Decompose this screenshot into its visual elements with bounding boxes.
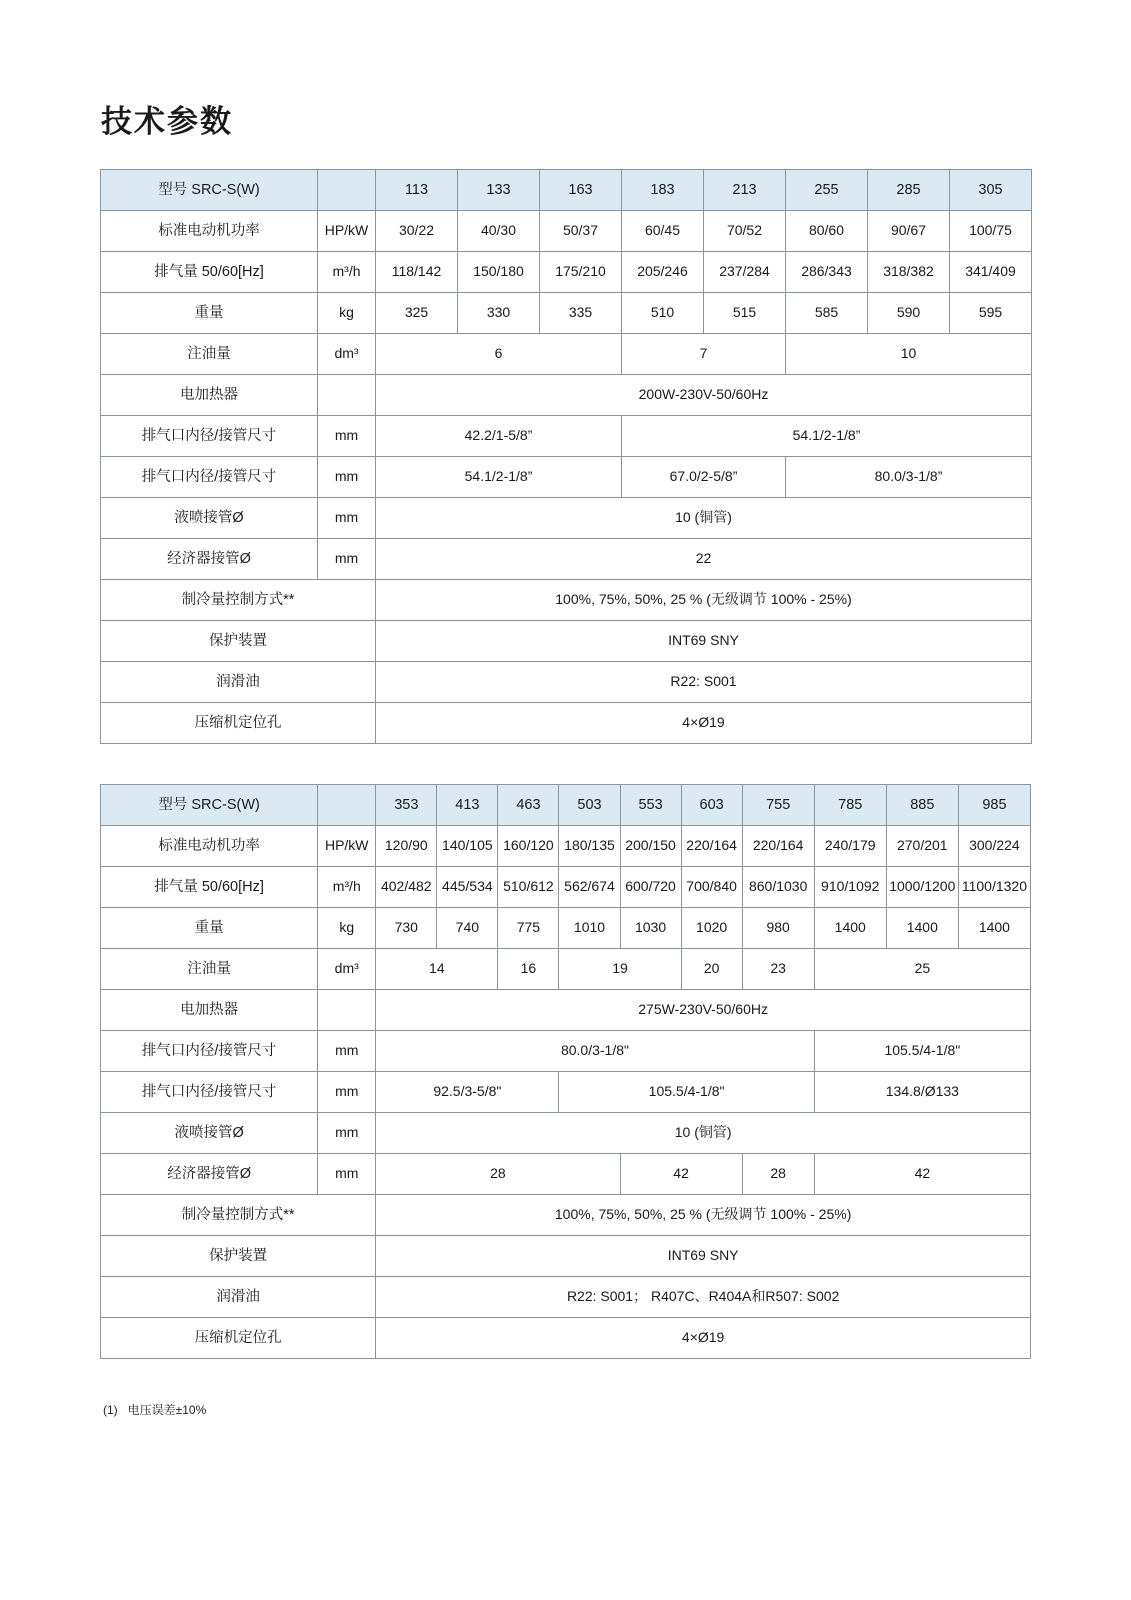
spec-value: 1020 [681, 908, 742, 949]
spec-value: 105.5/4-1/8" [814, 1031, 1030, 1072]
row-label: 经济器接管Ø [101, 539, 318, 580]
row-label: 压缩机定位孔 [101, 703, 376, 744]
spec-value: 100%, 75%, 50%, 25 % (无级调节 100% - 25%) [376, 580, 1032, 621]
row-label: 润滑油 [101, 662, 376, 703]
spec-value: 402/482 [376, 867, 437, 908]
spec-value: 200W-230V-50/60Hz [376, 375, 1032, 416]
spec-row [101, 1236, 1031, 1277]
spec-value: 200/150 [620, 826, 681, 867]
row-label: 制冷量控制方式** [101, 580, 376, 621]
spec-value: 134.8/Ø133 [814, 1072, 1030, 1113]
spec-value: 42.2/1-5/8” [376, 416, 622, 457]
row-unit: HP/kW [318, 826, 376, 867]
spec-value: 160/120 [498, 826, 559, 867]
row-label: 液喷接管Ø [101, 498, 318, 539]
spec-value: 585 [786, 293, 868, 334]
page-title: 技术参数 [101, 104, 233, 139]
spec-value: 105.5/4-1/8" [559, 1072, 814, 1113]
spec-value: 40/30 [458, 211, 540, 252]
spec-value: 1030 [620, 908, 681, 949]
spec-value: 100/75 [950, 211, 1032, 252]
model-number: 755 [742, 785, 814, 826]
model-number: 553 [620, 785, 681, 826]
row-label: 润滑油 [101, 1277, 376, 1318]
spec-value: 4×Ø19 [376, 1318, 1031, 1359]
spec-row [101, 1072, 1031, 1113]
spec-row [101, 375, 1032, 416]
spec-value: 318/382 [868, 252, 950, 293]
spec-value: 510 [622, 293, 704, 334]
spec-value: 220/164 [742, 826, 814, 867]
spec-value: 4×Ø19 [376, 703, 1032, 744]
spec-row [101, 1318, 1031, 1359]
spec-row [101, 1154, 1031, 1195]
row-label: 液喷接管Ø [101, 1113, 318, 1154]
row-label: 保护装置 [101, 621, 376, 662]
model-series-label: 型号 SRC-S(W) [101, 170, 318, 211]
model-number: 413 [437, 785, 498, 826]
model-number: 353 [376, 785, 437, 826]
row-unit: mm [318, 416, 376, 457]
model-series-label: 型号 SRC-S(W) [101, 785, 318, 826]
spec-value: 590 [868, 293, 950, 334]
model-number: 113 [376, 170, 458, 211]
spec-row [101, 334, 1032, 375]
row-unit: dm³ [318, 334, 376, 375]
row-unit: m³/h [318, 867, 376, 908]
spec-value: 1400 [958, 908, 1030, 949]
row-unit [318, 375, 376, 416]
model-number: 285 [868, 170, 950, 211]
row-label: 标准电动机功率 [101, 826, 318, 867]
spec-value: 10 [786, 334, 1032, 375]
spec-value: 150/180 [458, 252, 540, 293]
spec-value: 80.0/3-1/8” [786, 457, 1032, 498]
row-unit: HP/kW [318, 211, 376, 252]
spec-value: 1400 [814, 908, 886, 949]
spec-value: 740 [437, 908, 498, 949]
spec-value: 14 [376, 949, 498, 990]
spec-value: 300/224 [958, 826, 1030, 867]
spec-value: 23 [742, 949, 814, 990]
model-number: 885 [886, 785, 958, 826]
row-unit: mm [318, 1072, 376, 1113]
row-label: 制冷量控制方式** [101, 1195, 376, 1236]
spec-value: 1010 [559, 908, 620, 949]
spec-value: 275W-230V-50/60Hz [376, 990, 1031, 1031]
spec-value: 6 [376, 334, 622, 375]
model-number: 183 [622, 170, 704, 211]
spec-value: 19 [559, 949, 681, 990]
spec-row [101, 539, 1032, 580]
spec-value: 42 [620, 1154, 742, 1195]
row-unit: m³/h [318, 252, 376, 293]
spec-value: 90/67 [868, 211, 950, 252]
spec-row [101, 703, 1032, 744]
spec-row [101, 949, 1031, 990]
spec-value: 510/612 [498, 867, 559, 908]
row-unit: mm [318, 1031, 376, 1072]
spec-value: 270/201 [886, 826, 958, 867]
spec-value: 16 [498, 949, 559, 990]
model-number: 985 [958, 785, 1030, 826]
row-label: 排气口内径/接管尺寸 [101, 1072, 318, 1113]
spec-value: 730 [376, 908, 437, 949]
spec-value: 286/343 [786, 252, 868, 293]
spec-row [101, 1031, 1031, 1072]
spec-row [101, 416, 1032, 457]
model-number: 133 [458, 170, 540, 211]
spec-value: 775 [498, 908, 559, 949]
spec-row [101, 1195, 1031, 1236]
spec-value: 54.1/2-1/8” [622, 416, 1032, 457]
spec-value: 92.5/3-5/8" [376, 1072, 559, 1113]
spec-row [101, 990, 1031, 1031]
model-number: 213 [704, 170, 786, 211]
spec-row [101, 1277, 1031, 1318]
spec-value: 1000/1200 [886, 867, 958, 908]
row-unit: mm [318, 457, 376, 498]
model-number: 163 [540, 170, 622, 211]
spec-value: INT69 SNY [376, 621, 1032, 662]
spec-value: 600/720 [620, 867, 681, 908]
row-label: 注油量 [101, 334, 318, 375]
spec-value: 22 [376, 539, 1032, 580]
spec-row [101, 580, 1032, 621]
spec-value: 7 [622, 334, 786, 375]
spec-value: 175/210 [540, 252, 622, 293]
spec-value: 237/284 [704, 252, 786, 293]
spec-row [101, 211, 1032, 252]
row-label: 排气口内径/接管尺寸 [101, 1031, 318, 1072]
spec-value: 910/1092 [814, 867, 886, 908]
row-unit: dm³ [318, 949, 376, 990]
spec-value: R22: S001； R407C、R404A和R507: S002 [376, 1277, 1031, 1318]
spec-value: 120/90 [376, 826, 437, 867]
spec-row [101, 252, 1032, 293]
spec-value: 25 [814, 949, 1030, 990]
spec-value: 180/135 [559, 826, 620, 867]
row-label: 排气口内径/接管尺寸 [101, 416, 318, 457]
row-unit: mm [318, 1113, 376, 1154]
spec-value: 1400 [886, 908, 958, 949]
spec-value: 445/534 [437, 867, 498, 908]
spec-value: 80/60 [786, 211, 868, 252]
model-number: 463 [498, 785, 559, 826]
header-row [101, 785, 1031, 826]
spec-value: 118/142 [376, 252, 458, 293]
header-unit-cell [318, 785, 376, 826]
model-number: 503 [559, 785, 620, 826]
spec-value: 42 [814, 1154, 1030, 1195]
row-unit: mm [318, 498, 376, 539]
row-unit: kg [318, 908, 376, 949]
spec-value: R22: S001 [376, 662, 1032, 703]
spec-row [101, 621, 1032, 662]
row-unit: mm [318, 539, 376, 580]
spec-value: 28 [376, 1154, 620, 1195]
spec-value: 28 [742, 1154, 814, 1195]
row-label: 经济器接管Ø [101, 1154, 318, 1195]
spec-row [101, 826, 1031, 867]
spec-table-2 [100, 784, 1031, 1359]
row-label: 排气口内径/接管尺寸 [101, 457, 318, 498]
spec-value: 67.0/2-5/8” [622, 457, 786, 498]
spec-value: 335 [540, 293, 622, 334]
row-label: 压缩机定位孔 [101, 1318, 376, 1359]
spec-value: 60/45 [622, 211, 704, 252]
spec-value: 30/22 [376, 211, 458, 252]
header-unit-cell [318, 170, 376, 211]
row-unit: kg [318, 293, 376, 334]
spec-value: INT69 SNY [376, 1236, 1031, 1277]
spec-value: 515 [704, 293, 786, 334]
spec-value: 240/179 [814, 826, 886, 867]
spec-value: 341/409 [950, 252, 1032, 293]
spec-value: 562/674 [559, 867, 620, 908]
model-number: 305 [950, 170, 1032, 211]
voltage-tolerance-footnote: (1) 电压误差±10% [103, 1403, 207, 1417]
spec-value: 10 (铜管) [376, 1113, 1031, 1154]
spec-row [101, 293, 1032, 334]
row-label: 电加热器 [101, 375, 318, 416]
spec-value: 325 [376, 293, 458, 334]
spec-value: 50/37 [540, 211, 622, 252]
row-label: 排气量 50/60[Hz] [101, 867, 318, 908]
spec-value: 10 (铜管) [376, 498, 1032, 539]
spec-value: 980 [742, 908, 814, 949]
spec-row [101, 457, 1032, 498]
spec-value: 330 [458, 293, 540, 334]
spec-row [101, 662, 1032, 703]
spec-value: 700/840 [681, 867, 742, 908]
row-label: 电加热器 [101, 990, 318, 1031]
spec-value: 860/1030 [742, 867, 814, 908]
spec-row [101, 498, 1032, 539]
row-unit [318, 990, 376, 1031]
spec-value: 595 [950, 293, 1032, 334]
row-label: 保护装置 [101, 1236, 376, 1277]
model-number: 255 [786, 170, 868, 211]
spec-value: 205/246 [622, 252, 704, 293]
header-row [101, 170, 1032, 211]
model-number: 603 [681, 785, 742, 826]
spec-value: 54.1/2-1/8” [376, 457, 622, 498]
spec-row [101, 1113, 1031, 1154]
model-number: 785 [814, 785, 886, 826]
spec-value: 80.0/3-1/8" [376, 1031, 814, 1072]
spec-value: 20 [681, 949, 742, 990]
spec-row [101, 908, 1031, 949]
spec-table-1 [100, 169, 1032, 744]
row-unit: mm [318, 1154, 376, 1195]
spec-value: 140/105 [437, 826, 498, 867]
row-label: 注油量 [101, 949, 318, 990]
row-label: 重量 [101, 908, 318, 949]
row-label: 排气量 50/60[Hz] [101, 252, 318, 293]
spec-value: 1100/1320 [958, 867, 1030, 908]
spec-value: 70/52 [704, 211, 786, 252]
row-label: 标准电动机功率 [101, 211, 318, 252]
spec-row [101, 867, 1031, 908]
spec-value: 100%, 75%, 50%, 25 % (无级调节 100% - 25%) [376, 1195, 1031, 1236]
spec-value: 220/164 [681, 826, 742, 867]
row-label: 重量 [101, 293, 318, 334]
